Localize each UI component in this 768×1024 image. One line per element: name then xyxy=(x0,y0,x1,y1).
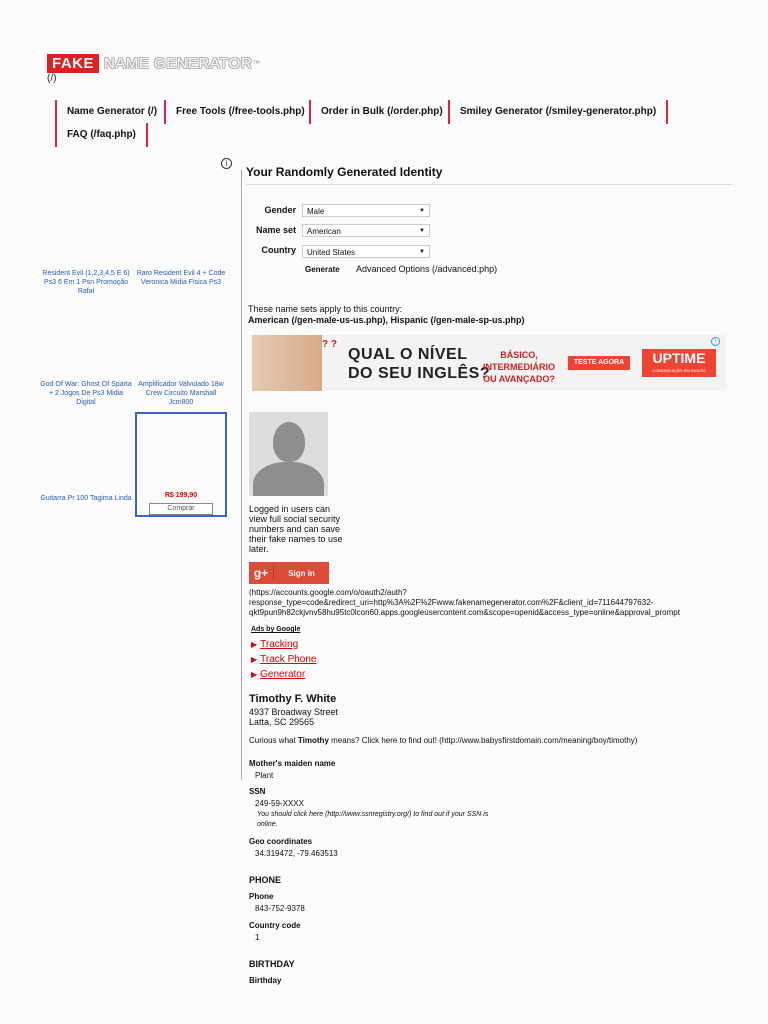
play-triangle-icon: ▶ xyxy=(251,640,258,649)
nav-item-faq[interactable] xyxy=(55,123,148,147)
oauth-url[interactable] xyxy=(249,588,733,618)
ad-link-label: Tracking xyxy=(260,639,299,650)
phone-value: 843-752-9378 xyxy=(255,904,305,913)
page-background xyxy=(38,38,768,1024)
banner-headline-line2: DO SEU INGLÊS? xyxy=(348,365,491,382)
ssn-hint[interactable]: You should click here (http://www.ssnregistry.org/) to find out if your SSN is online. xyxy=(257,811,489,828)
identity-name: Timothy F. White xyxy=(249,693,337,705)
oauth-url-line: (https://accounts.google.com/o/oauth2/auth? xyxy=(249,588,407,597)
ad-tile-guitar[interactable]: Guitarra Pr 100 Tagima Linda xyxy=(40,495,132,502)
country-code-value: 1 xyxy=(255,933,260,942)
nav-label: FAQ (/faq.php) xyxy=(67,129,136,140)
generate-button[interactable]: Generate xyxy=(305,265,340,274)
logo-fake-text: FAKE xyxy=(47,54,99,73)
country-select[interactable] xyxy=(302,245,430,258)
avatar-body-shape xyxy=(253,462,324,496)
ssn-label: SSN xyxy=(249,787,266,796)
name-sets-note: These name sets apply to this country: xyxy=(248,304,403,314)
ssn-value: 249-59-XXXX xyxy=(255,799,304,808)
phone-label: Phone xyxy=(249,892,274,901)
nav-label: Free Tools (/free-tools.php) xyxy=(176,106,305,117)
chevron-down-icon: ▼ xyxy=(419,208,425,214)
ad-tile-amplifier[interactable]: Amplificador Valvulado 18w Crew Circuito Marshall Jcm800 xyxy=(138,381,224,406)
title-divider xyxy=(246,184,733,185)
curious-suffix: means? Click here to find out! (http://www.babysfirstdomain.com/meaning/boy/timothy) xyxy=(328,736,638,745)
ad-price: R$ 199,90 xyxy=(164,492,198,499)
nav-label: Order in Bulk (/order.php) xyxy=(321,106,443,117)
play-triangle-icon: ▶ xyxy=(251,670,258,679)
banner-brand-logo xyxy=(642,349,716,377)
banner-brand-name: UPTIME xyxy=(652,350,706,366)
identity-street: 4937 Broadway Street xyxy=(249,707,339,717)
nav-label: Smiley Generator (/smiley-generator.php) xyxy=(460,106,657,117)
country-label: Country xyxy=(261,245,296,255)
chevron-down-icon: ▼ xyxy=(419,228,425,234)
gender-select[interactable] xyxy=(302,204,430,217)
ad-link-tracking[interactable] xyxy=(251,639,298,650)
banner-subheadline xyxy=(464,349,574,385)
geo-value: 34.319472, -79.463513 xyxy=(255,849,338,858)
banner-sub-line2: OU AVANÇADO? xyxy=(483,374,555,384)
banner-brand-tagline: COMUNICAÇÃO EM INGLÊS xyxy=(652,368,706,373)
name-set-label: Name set xyxy=(255,225,296,235)
ad-tile-resident-evil-code-veronica[interactable]: Raro Resident Evil 4 + Code Veronica Midia Fisica Ps3 xyxy=(136,270,226,286)
ad-link-track-phone[interactable] xyxy=(251,654,316,665)
country-code-label: Country code xyxy=(249,921,301,930)
maiden-name-label: Mother's maiden name xyxy=(249,759,336,768)
banner-photo xyxy=(252,335,322,391)
ad-link-label: Generator xyxy=(260,669,306,680)
nav-item-name-generator[interactable] xyxy=(55,100,167,124)
nav-item-free-tools[interactable] xyxy=(164,100,315,124)
gender-label: Gender xyxy=(264,205,296,215)
login-info-text: Logged in users can view full social security numbers and can save their fake names to use later. xyxy=(249,504,343,554)
gender-select-value: Male xyxy=(307,207,325,216)
adchoices-icon[interactable]: i xyxy=(711,337,720,346)
banner-ad[interactable] xyxy=(252,335,726,391)
ad-link-generator[interactable] xyxy=(251,669,305,680)
oauth-url-line: qkt9pun9h82ckjvnv58hu95tc0lcon60.apps.googleusercontent.com&scope=openid&access_type=online&approval_prompt xyxy=(249,608,680,617)
oauth-url-line: response_type=code&redirect_uri=http%3A%2F%2Fwww.fakenamegenerator.com%2F&client_id=711644797632- xyxy=(249,598,654,607)
nav-label: Name Generator (/) xyxy=(67,106,158,117)
ad-tile-resident-evil-bundle[interactable]: Resident Evil (1,2,3,4,5 E 6) Ps3 6 Em 1 Psn Promoção Rafal xyxy=(42,270,130,295)
page-title: Your Randomly Generated Identity xyxy=(246,165,443,179)
phone-section-heading: PHONE xyxy=(249,875,282,885)
banner-sub-line1: BÁSICO, INTERMEDIÁRIO xyxy=(483,350,555,372)
ads-by-google-label[interactable]: Ads by Google xyxy=(251,626,301,633)
google-plus-icon: g+ xyxy=(249,566,274,580)
ad-buy-button[interactable]: Comprar xyxy=(149,503,213,515)
maiden-name-value: Plant xyxy=(255,771,274,780)
birthday-label: Birthday xyxy=(249,976,282,985)
banner-headline-line1: QUAL O NÍVEL xyxy=(348,346,468,363)
logo-trademark: ™ xyxy=(252,58,261,68)
logo-link-text[interactable]: (/) xyxy=(47,73,57,84)
avatar xyxy=(249,412,328,496)
ad-info-icon[interactable]: i xyxy=(221,158,232,169)
play-triangle-icon: ▶ xyxy=(251,655,258,664)
curious-name: Timothy xyxy=(297,736,329,745)
logo-name-generator-text: NAME GENERATOR xyxy=(104,54,253,72)
identity-city: Latta, SC 29565 xyxy=(249,717,315,727)
ad-product-card[interactable] xyxy=(135,412,227,517)
google-signin-button[interactable] xyxy=(249,562,329,584)
name-meaning-link[interactable] xyxy=(249,736,637,745)
nav-item-order-in-bulk[interactable] xyxy=(309,100,453,124)
advanced-options-link[interactable]: Advanced Options (/advanced.php) xyxy=(356,264,498,274)
banner-question-marks: ? ? xyxy=(322,339,337,350)
site-logo[interactable] xyxy=(47,53,260,73)
ad-tile-god-of-war[interactable]: God Of War: Ghost Of Sparta + 2 Jogos De Ps3 Midia Digital xyxy=(40,381,132,406)
chevron-down-icon: ▼ xyxy=(419,249,425,255)
ad-link-label: Track Phone xyxy=(260,654,317,665)
name-sets-links[interactable]: American (/gen-male-us-us.php), Hispanic (/gen-male-sp-us.php) xyxy=(248,315,525,325)
name-set-select[interactable] xyxy=(302,224,430,237)
curious-prefix: Curious what xyxy=(249,736,298,745)
avatar-head-shape xyxy=(273,422,305,462)
name-set-select-value: American xyxy=(307,227,341,236)
nav-item-smiley-generator[interactable] xyxy=(448,100,668,124)
column-divider xyxy=(241,170,242,780)
geo-label: Geo coordinates xyxy=(249,837,313,846)
banner-cta-button[interactable]: TESTE AGORA xyxy=(568,356,630,370)
signin-label: Sign in xyxy=(288,568,315,578)
birthday-section-heading: BIRTHDAY xyxy=(249,959,295,969)
country-select-value: United States xyxy=(307,248,356,257)
